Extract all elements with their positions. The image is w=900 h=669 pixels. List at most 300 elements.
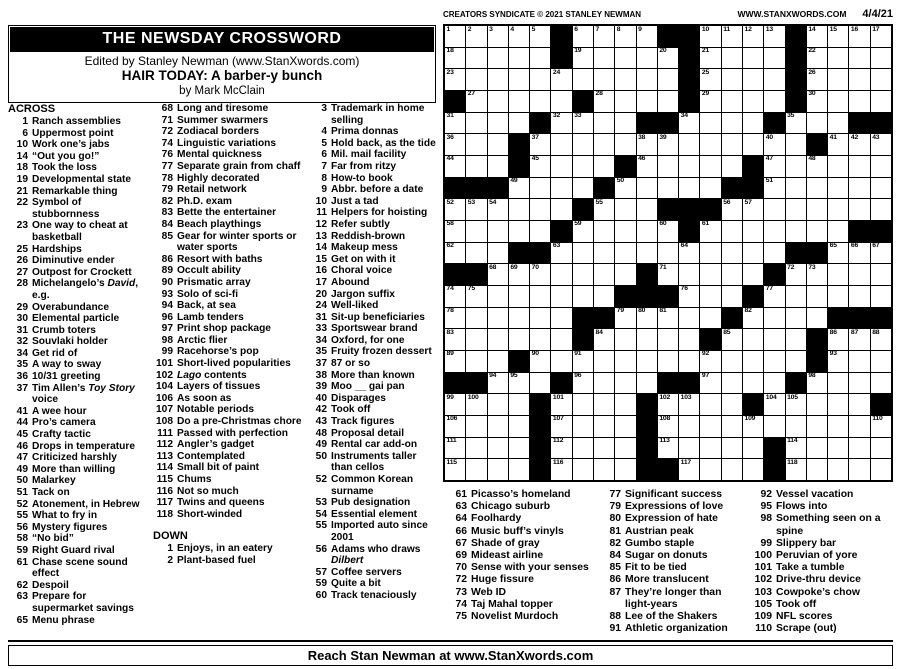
grid-cell[interactable] (828, 373, 848, 394)
grid-cell[interactable] (594, 26, 614, 47)
grid-cell[interactable] (764, 308, 784, 329)
grid-cell[interactable] (871, 416, 891, 437)
grid-cell[interactable] (743, 308, 763, 329)
grid-cell[interactable] (807, 438, 827, 459)
grid-cell[interactable] (573, 416, 593, 437)
grid-cell[interactable] (466, 416, 486, 437)
grid-cell[interactable] (530, 351, 550, 372)
grid-cell[interactable] (509, 113, 529, 134)
grid-cell[interactable] (530, 308, 550, 329)
grid-cell[interactable] (764, 394, 784, 415)
grid-cell[interactable] (722, 26, 742, 47)
grid-cell[interactable] (445, 199, 465, 220)
grid-cell[interactable] (637, 221, 657, 242)
grid-cell[interactable] (871, 438, 891, 459)
grid-cell[interactable] (488, 308, 508, 329)
grid-cell[interactable] (637, 48, 657, 69)
grid-cell[interactable] (573, 134, 593, 155)
grid-cell[interactable] (509, 199, 529, 220)
grid-cell[interactable] (488, 26, 508, 47)
grid-cell[interactable] (658, 156, 678, 177)
grid-cell[interactable] (530, 156, 550, 177)
grid-cell[interactable] (849, 351, 869, 372)
grid-cell[interactable] (764, 69, 784, 90)
grid-cell[interactable] (764, 48, 784, 69)
grid-cell[interactable] (700, 264, 720, 285)
grid-cell[interactable] (700, 438, 720, 459)
grid-cell[interactable] (679, 438, 699, 459)
grid-cell[interactable] (637, 178, 657, 199)
grid-cell[interactable] (509, 264, 529, 285)
grid-cell[interactable] (573, 373, 593, 394)
grid-cell[interactable] (743, 329, 763, 350)
grid-cell[interactable] (573, 438, 593, 459)
grid-cell[interactable] (658, 243, 678, 264)
grid-cell[interactable] (615, 351, 635, 372)
grid-cell[interactable] (871, 373, 891, 394)
grid-cell[interactable] (615, 264, 635, 285)
grid-cell[interactable] (637, 329, 657, 350)
grid-cell[interactable] (530, 91, 550, 112)
grid-cell[interactable] (445, 156, 465, 177)
grid-cell[interactable] (594, 286, 614, 307)
grid-cell[interactable] (594, 243, 614, 264)
grid-cell[interactable] (594, 69, 614, 90)
grid-cell[interactable] (615, 48, 635, 69)
grid-cell[interactable] (828, 221, 848, 242)
grid-cell[interactable] (466, 243, 486, 264)
grid-cell[interactable] (530, 178, 550, 199)
grid-cell[interactable] (871, 48, 891, 69)
grid-cell[interactable] (679, 243, 699, 264)
grid-cell[interactable] (637, 351, 657, 372)
grid-cell[interactable] (658, 221, 678, 242)
grid-cell[interactable] (445, 351, 465, 372)
grid-cell[interactable] (573, 351, 593, 372)
grid-cell[interactable] (594, 438, 614, 459)
grid-cell[interactable] (551, 416, 571, 437)
grid-cell[interactable] (615, 134, 635, 155)
grid-cell[interactable] (466, 156, 486, 177)
grid-cell[interactable] (743, 264, 763, 285)
grid-cell[interactable] (466, 286, 486, 307)
grid-cell[interactable] (488, 264, 508, 285)
grid-cell[interactable] (551, 329, 571, 350)
grid-cell[interactable] (828, 134, 848, 155)
grid-cell[interactable] (764, 373, 784, 394)
grid-cell[interactable] (594, 373, 614, 394)
grid-cell[interactable] (658, 308, 678, 329)
grid-cell[interactable] (466, 48, 486, 69)
grid-cell[interactable] (509, 286, 529, 307)
grid-cell[interactable] (679, 156, 699, 177)
grid-cell[interactable] (551, 264, 571, 285)
grid-cell[interactable] (743, 373, 763, 394)
grid-cell[interactable] (849, 416, 869, 437)
grid-cell[interactable] (743, 69, 763, 90)
grid-cell[interactable] (700, 48, 720, 69)
grid-cell[interactable] (786, 199, 806, 220)
grid-cell[interactable] (594, 394, 614, 415)
grid-cell[interactable] (807, 91, 827, 112)
grid-cell[interactable] (679, 394, 699, 415)
grid-cell[interactable] (466, 351, 486, 372)
grid-cell[interactable] (849, 26, 869, 47)
grid-cell[interactable] (637, 91, 657, 112)
grid-cell[interactable] (849, 48, 869, 69)
grid-cell[interactable] (615, 243, 635, 264)
grid-cell[interactable] (466, 438, 486, 459)
grid-cell[interactable] (743, 26, 763, 47)
grid-cell[interactable] (637, 134, 657, 155)
grid-cell[interactable] (786, 134, 806, 155)
grid-cell[interactable] (743, 48, 763, 69)
grid-cell[interactable] (509, 91, 529, 112)
grid-cell[interactable] (551, 394, 571, 415)
grid-cell[interactable] (445, 26, 465, 47)
grid-cell[interactable] (849, 178, 869, 199)
grid-cell[interactable] (594, 416, 614, 437)
grid-cell[interactable] (700, 69, 720, 90)
grid-cell[interactable] (849, 329, 869, 350)
grid-cell[interactable] (658, 91, 678, 112)
grid-cell[interactable] (658, 416, 678, 437)
grid-cell[interactable] (849, 134, 869, 155)
grid-cell[interactable] (615, 26, 635, 47)
grid-cell[interactable] (551, 351, 571, 372)
grid-cell[interactable] (445, 113, 465, 134)
grid-cell[interactable] (786, 416, 806, 437)
grid-cell[interactable] (807, 394, 827, 415)
grid-cell[interactable] (637, 156, 657, 177)
grid-cell[interactable] (658, 134, 678, 155)
grid-cell[interactable] (551, 69, 571, 90)
grid-cell[interactable] (573, 394, 593, 415)
grid-cell[interactable] (466, 69, 486, 90)
grid-cell[interactable] (488, 134, 508, 155)
grid-cell[interactable] (807, 113, 827, 134)
grid-cell[interactable] (828, 243, 848, 264)
grid-cell[interactable] (615, 329, 635, 350)
grid-cell[interactable] (488, 243, 508, 264)
grid-cell[interactable] (828, 178, 848, 199)
grid-cell[interactable] (828, 416, 848, 437)
grid-cell[interactable] (573, 178, 593, 199)
grid-cell[interactable] (786, 156, 806, 177)
grid-cell[interactable] (722, 199, 742, 220)
grid-cell[interactable] (722, 243, 742, 264)
grid-cell[interactable] (871, 156, 891, 177)
grid-cell[interactable] (488, 286, 508, 307)
grid-cell[interactable] (849, 438, 869, 459)
grid-cell[interactable] (743, 91, 763, 112)
grid-cell[interactable] (786, 308, 806, 329)
grid-cell[interactable] (594, 459, 614, 480)
grid-cell[interactable] (466, 91, 486, 112)
grid-cell[interactable] (637, 308, 657, 329)
grid-cell[interactable] (849, 243, 869, 264)
grid-cell[interactable] (679, 308, 699, 329)
grid-cell[interactable] (594, 199, 614, 220)
grid-cell[interactable] (445, 134, 465, 155)
grid-cell[interactable] (573, 48, 593, 69)
grid-cell[interactable] (722, 264, 742, 285)
grid-cell[interactable] (743, 199, 763, 220)
grid-cell[interactable] (445, 329, 465, 350)
grid-cell[interactable] (530, 221, 550, 242)
grid-cell[interactable] (679, 416, 699, 437)
grid-cell[interactable] (509, 69, 529, 90)
grid-cell[interactable] (530, 199, 550, 220)
grid-cell[interactable] (807, 264, 827, 285)
grid-cell[interactable] (849, 394, 869, 415)
grid-cell[interactable] (573, 459, 593, 480)
grid-cell[interactable] (722, 416, 742, 437)
grid-cell[interactable] (764, 351, 784, 372)
grid-cell[interactable] (445, 69, 465, 90)
grid-cell[interactable] (466, 26, 486, 47)
grid-cell[interactable] (700, 178, 720, 199)
grid-cell[interactable] (615, 394, 635, 415)
grid-cell[interactable] (722, 221, 742, 242)
grid-cell[interactable] (509, 373, 529, 394)
grid-cell[interactable] (530, 69, 550, 90)
grid-cell[interactable] (594, 91, 614, 112)
grid-cell[interactable] (849, 459, 869, 480)
grid-cell[interactable] (807, 48, 827, 69)
grid-cell[interactable] (679, 178, 699, 199)
grid-cell[interactable] (807, 373, 827, 394)
grid-cell[interactable] (637, 199, 657, 220)
grid-cell[interactable] (573, 264, 593, 285)
grid-cell[interactable] (764, 243, 784, 264)
grid-cell[interactable] (445, 416, 465, 437)
grid-cell[interactable] (509, 329, 529, 350)
grid-cell[interactable] (722, 286, 742, 307)
grid-cell[interactable] (871, 459, 891, 480)
grid-cell[interactable] (615, 199, 635, 220)
grid-cell[interactable] (722, 69, 742, 90)
grid-cell[interactable] (488, 156, 508, 177)
grid-cell[interactable] (807, 26, 827, 47)
grid-cell[interactable] (743, 243, 763, 264)
grid-cell[interactable] (615, 113, 635, 134)
grid-cell[interactable] (615, 459, 635, 480)
grid-cell[interactable] (488, 69, 508, 90)
grid-cell[interactable] (722, 113, 742, 134)
grid-cell[interactable] (722, 394, 742, 415)
grid-cell[interactable] (466, 134, 486, 155)
grid-cell[interactable] (743, 134, 763, 155)
grid-cell[interactable] (743, 459, 763, 480)
grid-cell[interactable] (786, 264, 806, 285)
grid-cell[interactable] (828, 69, 848, 90)
grid-cell[interactable] (466, 459, 486, 480)
grid-cell[interactable] (871, 243, 891, 264)
grid-cell[interactable] (743, 221, 763, 242)
grid-cell[interactable] (722, 156, 742, 177)
grid-cell[interactable] (764, 178, 784, 199)
grid-cell[interactable] (679, 459, 699, 480)
grid-cell[interactable] (488, 48, 508, 69)
grid-cell[interactable] (530, 329, 550, 350)
grid-cell[interactable] (488, 91, 508, 112)
grid-cell[interactable] (509, 459, 529, 480)
grid-cell[interactable] (466, 394, 486, 415)
grid-cell[interactable] (764, 329, 784, 350)
grid-cell[interactable] (551, 199, 571, 220)
grid-cell[interactable] (551, 286, 571, 307)
grid-cell[interactable] (849, 199, 869, 220)
grid-cell[interactable] (679, 113, 699, 134)
grid-cell[interactable] (488, 438, 508, 459)
grid-cell[interactable] (466, 221, 486, 242)
grid-cell[interactable] (594, 351, 614, 372)
grid-cell[interactable] (764, 156, 784, 177)
grid-cell[interactable] (871, 69, 891, 90)
grid-cell[interactable] (700, 26, 720, 47)
grid-cell[interactable] (551, 156, 571, 177)
grid-cell[interactable] (722, 329, 742, 350)
grid-cell[interactable] (700, 156, 720, 177)
grid-cell[interactable] (828, 113, 848, 134)
grid-cell[interactable] (743, 113, 763, 134)
grid-cell[interactable] (488, 373, 508, 394)
grid-cell[interactable] (828, 351, 848, 372)
grid-cell[interactable] (807, 69, 827, 90)
grid-cell[interactable] (509, 438, 529, 459)
grid-cell[interactable] (786, 394, 806, 415)
grid-cell[interactable] (573, 243, 593, 264)
grid-cell[interactable] (551, 91, 571, 112)
grid-cell[interactable] (786, 178, 806, 199)
grid-cell[interactable] (828, 26, 848, 47)
grid-cell[interactable] (679, 351, 699, 372)
grid-cell[interactable] (594, 48, 614, 69)
grid-cell[interactable] (637, 373, 657, 394)
grid-cell[interactable] (871, 264, 891, 285)
grid-cell[interactable] (743, 416, 763, 437)
grid-cell[interactable] (509, 416, 529, 437)
grid-cell[interactable] (786, 221, 806, 242)
grid-cell[interactable] (871, 351, 891, 372)
grid-cell[interactable] (594, 221, 614, 242)
grid-cell[interactable] (849, 156, 869, 177)
grid-cell[interactable] (743, 438, 763, 459)
grid-cell[interactable] (700, 351, 720, 372)
grid-cell[interactable] (573, 221, 593, 242)
grid-cell[interactable] (551, 308, 571, 329)
grid-cell[interactable] (509, 221, 529, 242)
grid-cell[interactable] (573, 286, 593, 307)
grid-cell[interactable] (509, 308, 529, 329)
grid-cell[interactable] (509, 394, 529, 415)
grid-cell[interactable] (764, 26, 784, 47)
grid-cell[interactable] (615, 438, 635, 459)
grid-cell[interactable] (551, 459, 571, 480)
grid-cell[interactable] (658, 351, 678, 372)
grid-cell[interactable] (658, 48, 678, 69)
grid-cell[interactable] (658, 69, 678, 90)
grid-cell[interactable] (573, 156, 593, 177)
grid-cell[interactable] (828, 199, 848, 220)
grid-cell[interactable] (722, 134, 742, 155)
grid-cell[interactable] (488, 113, 508, 134)
grid-cell[interactable] (849, 264, 869, 285)
grid-cell[interactable] (445, 308, 465, 329)
grid-cell[interactable] (700, 134, 720, 155)
grid-cell[interactable] (700, 459, 720, 480)
grid-cell[interactable] (466, 308, 486, 329)
grid-cell[interactable] (828, 48, 848, 69)
grid-cell[interactable] (849, 69, 869, 90)
grid-cell[interactable] (573, 113, 593, 134)
grid-cell[interactable] (488, 394, 508, 415)
grid-cell[interactable] (828, 156, 848, 177)
grid-cell[interactable] (551, 134, 571, 155)
grid-cell[interactable] (551, 178, 571, 199)
grid-cell[interactable] (637, 69, 657, 90)
grid-cell[interactable] (615, 221, 635, 242)
grid-cell[interactable] (551, 243, 571, 264)
grid-cell[interactable] (615, 416, 635, 437)
grid-cell[interactable] (700, 286, 720, 307)
grid-cell[interactable] (786, 329, 806, 350)
grid-cell[interactable] (700, 243, 720, 264)
grid-cell[interactable] (679, 286, 699, 307)
grid-cell[interactable] (530, 286, 550, 307)
grid-cell[interactable] (786, 286, 806, 307)
grid-cell[interactable] (679, 134, 699, 155)
grid-cell[interactable] (488, 416, 508, 437)
grid-cell[interactable] (445, 286, 465, 307)
grid-cell[interactable] (530, 264, 550, 285)
grid-cell[interactable] (658, 394, 678, 415)
grid-cell[interactable] (445, 459, 465, 480)
grid-cell[interactable] (828, 91, 848, 112)
grid-cell[interactable] (722, 91, 742, 112)
grid-cell[interactable] (849, 373, 869, 394)
grid-cell[interactable] (615, 91, 635, 112)
grid-cell[interactable] (594, 134, 614, 155)
grid-cell[interactable] (807, 308, 827, 329)
grid-cell[interactable] (828, 264, 848, 285)
grid-cell[interactable] (828, 438, 848, 459)
grid-cell[interactable] (700, 221, 720, 242)
grid-cell[interactable] (786, 113, 806, 134)
grid-cell[interactable] (700, 394, 720, 415)
grid-cell[interactable] (807, 199, 827, 220)
grid-cell[interactable] (551, 438, 571, 459)
grid-cell[interactable] (509, 178, 529, 199)
grid-cell[interactable] (764, 134, 784, 155)
grid-cell[interactable] (764, 286, 784, 307)
grid-cell[interactable] (807, 221, 827, 242)
grid-cell[interactable] (871, 134, 891, 155)
grid-cell[interactable] (488, 351, 508, 372)
grid-cell[interactable] (722, 459, 742, 480)
grid-cell[interactable] (658, 264, 678, 285)
grid-cell[interactable] (658, 329, 678, 350)
grid-cell[interactable] (530, 134, 550, 155)
grid-cell[interactable] (786, 438, 806, 459)
grid-cell[interactable] (722, 438, 742, 459)
grid-cell[interactable] (445, 243, 465, 264)
grid-cell[interactable] (466, 329, 486, 350)
grid-cell[interactable] (594, 264, 614, 285)
grid-cell[interactable] (871, 329, 891, 350)
grid-cell[interactable] (764, 199, 784, 220)
